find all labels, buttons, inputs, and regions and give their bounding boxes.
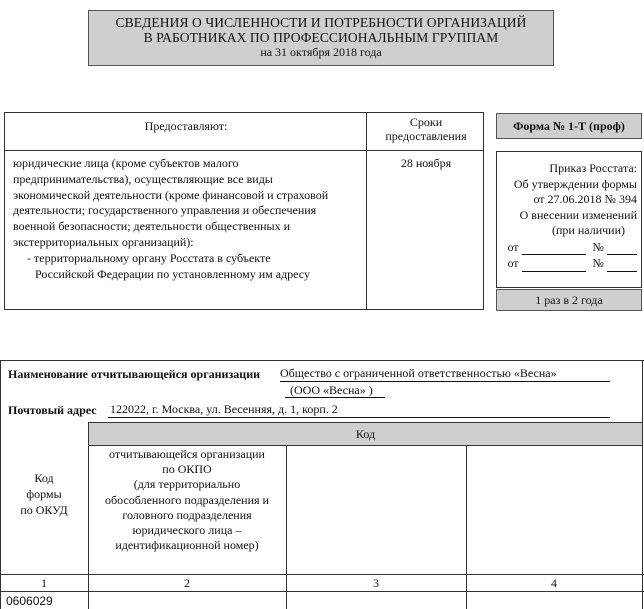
column-number-2: 2 (184, 576, 190, 590)
from-label: от (507, 256, 519, 270)
change-row-1 (499, 240, 637, 256)
column-number-4: 4 (551, 576, 557, 590)
providers-header: Предоставляют: (144, 119, 228, 133)
code-table-numbers-divider (0, 574, 644, 575)
org-name-label: Наименование отчитывающейся организации (8, 367, 261, 381)
providers-body (13, 156, 367, 282)
address-underline (108, 417, 610, 418)
title-line-2: В РАБОТНИКАХ ПО ПРОФЕССИОНАЛЬНЫМ ГРУППАМ (143, 30, 499, 45)
frequency-box: 1 раз в 2 года (496, 289, 642, 311)
okud-code-value: 0606029 (6, 594, 53, 608)
providers-sub-line-2: Российской Федерации по установленному им адресу (35, 266, 310, 281)
order-line: (при наличии) (552, 223, 625, 237)
okud-header-line: по ОКУД (20, 503, 68, 517)
from-label: от (507, 239, 519, 254)
order-line: О внесении изменений (519, 207, 637, 222)
providers-line: экстерриториальных организаций): (13, 234, 194, 249)
org-short-name-value[interactable]: (ООО «Весна» ) (290, 383, 373, 397)
okpo-header-line: идентификационной номер) (115, 538, 259, 553)
number-label: № (592, 239, 604, 254)
okud-header-line: Код (34, 471, 54, 485)
providers-line: юридические лица (кроме субъектов малого (13, 156, 239, 170)
providers-line: военной безопасности; деятельности общественных и (13, 219, 291, 234)
okpo-header-line: (для территориально (133, 477, 241, 492)
okud-column-header (0, 470, 88, 518)
address-value[interactable]: 122022, г. Москва, ул. Весенняя, д. 1, корп. 2 (110, 402, 338, 416)
okpo-header-line: юридического лица – (132, 523, 242, 538)
providers-line: экономической деятельности (кроме финансовой и страховой (13, 187, 329, 202)
deadline-header-line-2: предоставления (385, 129, 467, 143)
form-number-header: Форма № 1-Т (проф) (496, 113, 642, 139)
change-date-field-2[interactable] (522, 259, 586, 272)
providers-line: предпринимательства), осуществляющие все виды (13, 171, 273, 186)
change-row-2 (499, 256, 637, 272)
number-label: № (592, 256, 604, 270)
change-number-field-1[interactable] (607, 242, 637, 255)
column-number-1: 1 (41, 576, 47, 590)
lower-section-top-border (0, 360, 644, 361)
column-number-3: 3 (373, 576, 379, 590)
change-number-field-2[interactable] (607, 259, 637, 272)
providers-sub-line-1: - территориальному органу Росстата в субъекте (27, 250, 271, 265)
form-title-box (88, 10, 554, 66)
providers-sub-item (13, 251, 367, 283)
okpo-header-line: по ОКПО (162, 462, 212, 477)
okpo-column-header (88, 447, 286, 553)
okpo-header-line: отчитывающейся организации (109, 447, 265, 461)
providers-line: деятельности; государственного управления и обеспечения (13, 203, 317, 218)
order-line: Приказ Росстата: (549, 161, 637, 175)
address-label: Почтовый адрес (8, 403, 97, 417)
code-table-values-divider (0, 591, 644, 592)
order-line: от 27.06.2018 № 394 (533, 192, 637, 206)
okpo-header-line: головного подразделения (122, 507, 252, 522)
providers-table (4, 112, 484, 310)
order-line: Об утверждении формы (513, 176, 637, 191)
org-name-underline (280, 381, 610, 382)
title-date: на 31 октября 2018 года (260, 45, 382, 59)
providers-header-divider (5, 150, 483, 151)
org-short-name-underline (285, 397, 385, 398)
deadline-header-line-1: Сроки (409, 115, 443, 129)
change-date-field-1[interactable] (522, 242, 586, 255)
lower-section-right-border (642, 360, 643, 609)
title-line-1: СВЕДЕНИЯ О ЧИСЛЕННОСТИ И ПОТРЕБНОСТИ ОРГАНИЗАЦИЙ (115, 15, 527, 30)
deadline-header (367, 113, 485, 143)
org-name-value[interactable]: Общество с ограниченной ответственностью «Весна» (280, 366, 557, 380)
okud-header-line: формы (26, 487, 62, 501)
okpo-header-line: обособленного подразделения и (105, 492, 269, 507)
order-box (496, 151, 642, 288)
code-header: Код (88, 422, 642, 446)
deadline-value: 28 ноября (400, 156, 452, 170)
